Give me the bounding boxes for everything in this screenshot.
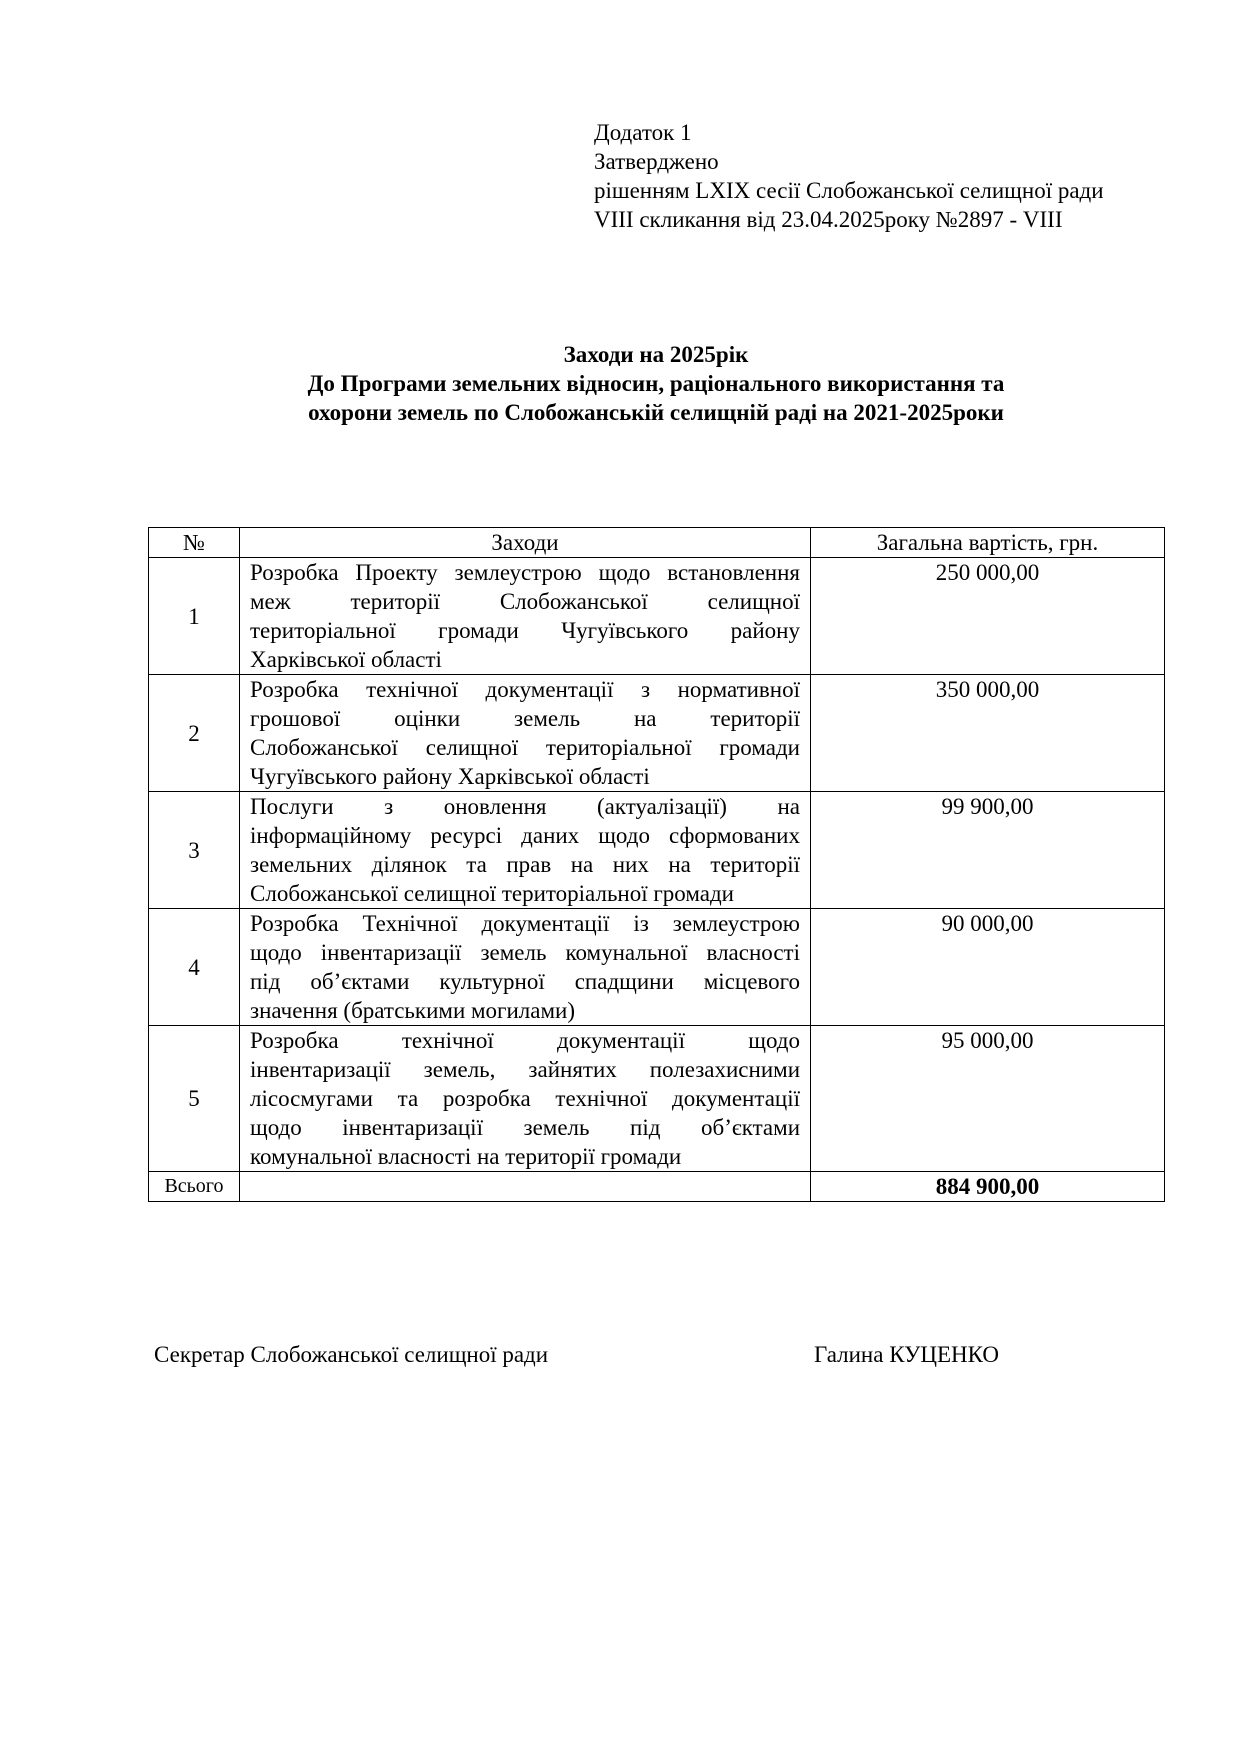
signatory-position: Секретар Слобожанської селищної ради [154,1342,549,1367]
description-line: Розробка Технічної документації із землеустрою [250,911,800,936]
row-number: 2 [149,675,240,792]
header-total-cost: Загальна вартість, грн. [811,528,1165,558]
table-header-row [149,528,1165,558]
row-number: 1 [149,558,240,675]
description-line: Розробка Проекту землеустрою щодо встановлення [250,560,800,585]
row-description [240,792,811,909]
total-label: Всього [149,1172,240,1202]
convocation-reference: VIII скликання від 23.04.2025року №2897 - VIII [594,207,1063,232]
description-line: під об’єктами культурної спадщини місцевого [250,969,800,994]
measures-table [148,527,1165,1202]
description-line: Чугуївського району Харківської області [250,764,650,789]
description-line: лісосмугами та розробка технічної документації [250,1086,800,1111]
total-row [149,1172,1165,1202]
description-line: територіальної громади Чугуївського району [250,618,800,643]
row-description [240,558,811,675]
description-line: комунальної власності на території громади [250,1144,682,1169]
description-line: земельних ділянок та прав на них на території [250,852,800,877]
description-line: щодо інвентаризації земель під об’єктами [250,1115,800,1140]
description-line: Послуги з оновлення (актуалізації) на [250,794,800,819]
row-description [240,675,811,792]
description-line: Слобожанської селищної територіальної громади [250,881,734,906]
row-number: 4 [149,909,240,1026]
heading-title: Заходи на 2025рік [563,342,749,367]
row-cost: 250 000,00 [811,558,1165,675]
approval-block [594,118,1104,234]
table-body [149,558,1165,1172]
header-number: № [149,528,240,558]
description-line: грошової оцінки земель на території [250,706,800,731]
row-cost: 350 000,00 [811,675,1165,792]
description-line: інформаційному ресурсі даних щодо сформованих [250,823,800,848]
table-row [149,1026,1165,1172]
description-line: щодо інвентаризації земель комунальної власності [250,940,800,965]
total-value: 884 900,00 [811,1172,1165,1202]
row-number: 5 [149,1026,240,1172]
row-cost: 99 900,00 [811,792,1165,909]
row-number: 3 [149,792,240,909]
heading-subtitle-2: охорони земель по Слобожанській селищній раді на 2021-2025роки [308,400,1004,425]
row-description [240,1026,811,1172]
approved-label: Затверджено [594,149,719,174]
table-row [149,792,1165,909]
description-line: Розробка технічної документації щодо [250,1028,800,1053]
description-line: значення (братськими могилами) [250,998,576,1023]
appendix-label: Додаток 1 [594,120,692,145]
description-line: Розробка технічної документації з нормативної [250,677,800,702]
table-row [149,675,1165,792]
description-line: інвентаризації земель, зайнятих полезахисними [250,1057,800,1082]
header-measures: Заходи [240,528,811,558]
heading-subtitle-1: До Програми земельних відносин, раціонального використання та [307,371,1005,396]
description-line: Слобожанської селищної територіальної громади [250,735,800,760]
description-line: Харківської області [250,647,442,672]
document-heading [148,340,1164,427]
row-cost: 90 000,00 [811,909,1165,1026]
table-row [149,909,1165,1026]
row-description [240,909,811,1026]
row-cost: 95 000,00 [811,1026,1165,1172]
description-line: меж території Слобожанської селищної [250,589,800,614]
total-empty-cell [240,1172,811,1202]
signatory-name: Галина КУЦЕНКО [814,1342,999,1367]
decision-reference: рішенням LXIX сесії Слобожанської селищної ради [594,178,1104,203]
table-row [149,558,1165,675]
